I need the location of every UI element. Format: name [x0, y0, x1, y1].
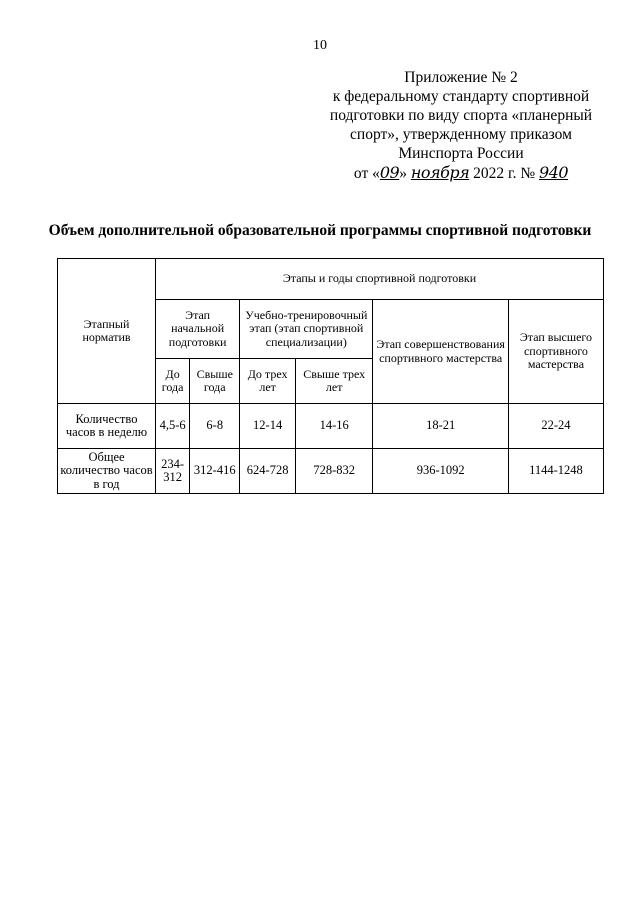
handwritten-month: ноября	[410, 163, 470, 182]
value-cell: 18-21	[373, 404, 509, 449]
handwritten-order-number: 940	[539, 163, 569, 182]
value-cell: 234-312	[156, 449, 190, 494]
page-number: 10	[313, 38, 327, 53]
table-row	[58, 404, 604, 449]
annex-title: Приложение № 2	[404, 69, 518, 86]
date-separator: »	[399, 165, 407, 182]
value-cell: 1144-1248	[508, 449, 603, 494]
value-cell: 728-832	[296, 449, 373, 494]
sub-training-2-cell: Свыше трех лет	[296, 359, 373, 404]
value-cell: 6-8	[190, 404, 240, 449]
annex-block	[326, 68, 596, 183]
document-title: Объем дополнительной образовательной программы спортивной подготовки	[48, 222, 592, 239]
annex-line-5: Минспорта России	[398, 145, 524, 162]
norm-header-cell: Этапный норматив	[58, 259, 156, 404]
value-cell: 624-728	[240, 449, 296, 494]
value-cell: 936-1092	[373, 449, 509, 494]
order-date-line	[326, 163, 596, 183]
stage-higher-cell: Этап высшего спортивного мастерства	[508, 300, 603, 404]
date-prefix: от «	[353, 165, 380, 182]
sub-training-1-cell: До трех лет	[240, 359, 296, 404]
value-cell: 12-14	[240, 404, 296, 449]
sub-initial-1-cell: До года	[156, 359, 190, 404]
training-volume-table	[57, 258, 604, 494]
row-label-cell: Общее количество часов в год	[58, 449, 156, 494]
handwritten-day: 09	[379, 163, 400, 182]
annex-line-3: подготовки по виду спорта «планерный	[329, 107, 593, 124]
value-cell: 22-24	[508, 404, 603, 449]
table-header-row	[58, 259, 604, 300]
value-cell: 4,5-6	[156, 404, 190, 449]
table-row	[58, 449, 604, 494]
value-cell: 14-16	[296, 404, 373, 449]
stage-initial-cell: Этап начальной подготовки	[156, 300, 240, 359]
sub-initial-2-cell: Свыше года	[190, 359, 240, 404]
stage-improvement-cell: Этап совершенствования спортивного мастерства	[373, 300, 509, 404]
stage-training-cell: Учебно-тренировочный этап (этап спортивной специализации)	[240, 300, 373, 359]
year-text: 2022 г. №	[473, 165, 536, 182]
row-label-cell: Количество часов в неделю	[58, 404, 156, 449]
annex-line-2: к федеральному стандарту спортивной	[332, 88, 590, 105]
annex-line-4: спорт», утвержденному приказом	[350, 126, 572, 143]
value-cell: 312-416	[190, 449, 240, 494]
stages-header-cell: Этапы и годы спортивной подготовки	[156, 259, 604, 300]
